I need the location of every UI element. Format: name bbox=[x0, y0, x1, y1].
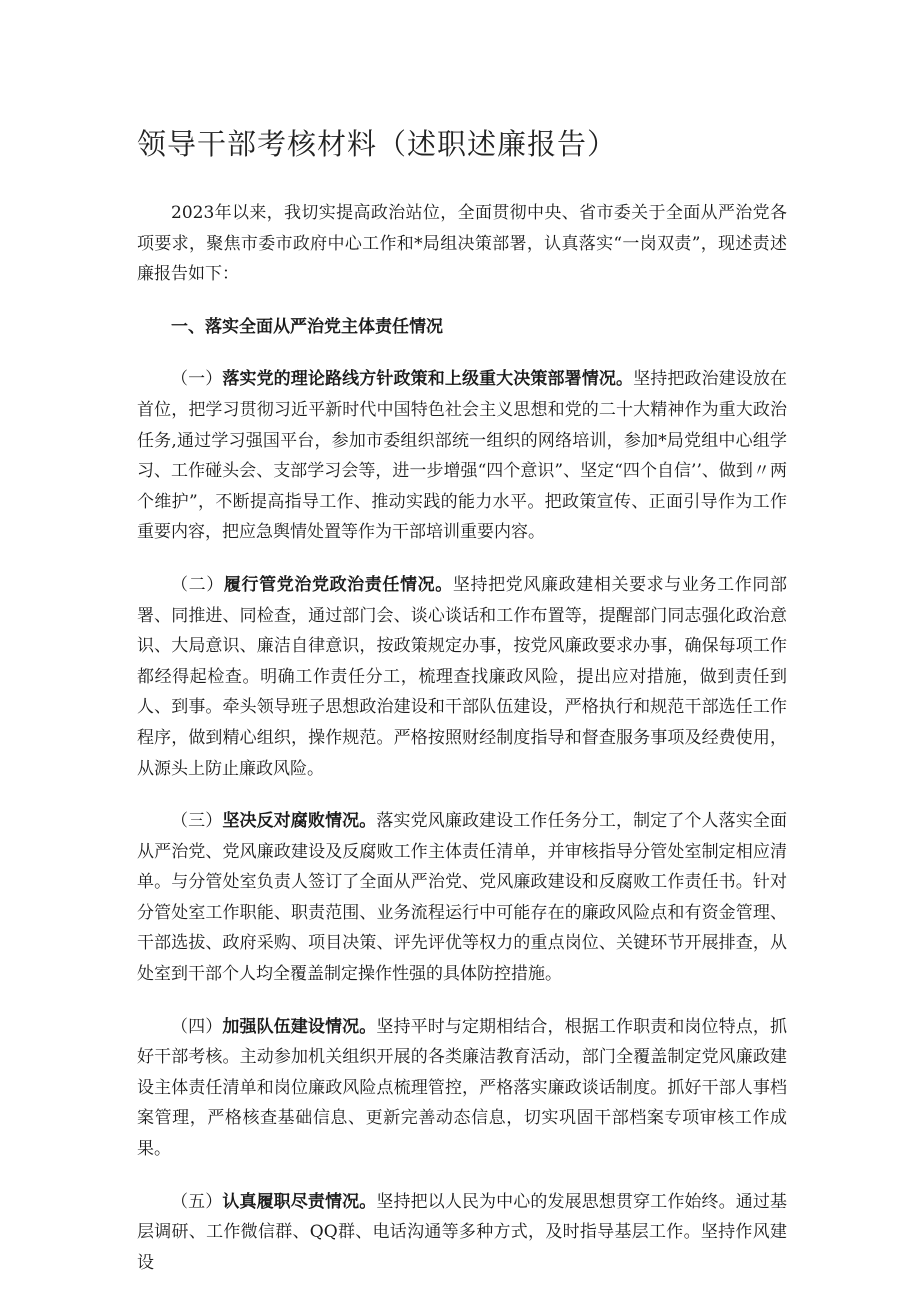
intro-paragraph: 2023年以来，我切实提高政治站位，全面贯彻中央、省市委关于全面从严治党各项要求，聚焦市委市政府中心工作和*局组决策部署，认真落实“一岗双责”，现述责述廉报告如下： bbox=[137, 203, 787, 285]
item-label: （二） bbox=[171, 574, 224, 595]
item-heading: 落实党的理论路线方针政策和上级重大决策部署情况。 bbox=[222, 369, 634, 390]
item-heading: 坚决反对腐败情况。 bbox=[222, 811, 377, 832]
item-heading: 履行管党治党政治责任情况。 bbox=[223, 574, 453, 595]
item-body: 落实党风廉政建设工作任务分工，制定了个人落实全面从严治党、党风廉政建设及反腐败工作主体责任清单，并审核指导分管处室制定相应清单。与分管处室负责人签订了全面从严治党、党风廉政建设和反腐败工作责任书。针对分管处室工作职能、职责范围、业务流程运行中可能存在的廉政风险点和有资金管理、干部选拔、政府采购、项目决策、评先评优等权力的重点岗位、关键环节开展排查，从处室到干部个人均全覆盖制定操作性强的具体防控措施。 bbox=[137, 811, 788, 985]
item-body: 坚持把以人民为中心的发展思想贯穿工作始终。通过基层调研、工作微信群、QQ群、电话沟通等多种方式，及时指导基层工作。坚持作风建设 bbox=[137, 1191, 788, 1273]
item-label: （五） bbox=[171, 1191, 223, 1212]
item-body: 坚持把政治建设放在首位，把学习贯彻习近平新时代中国特色社会主义思想和党的二十大精神作为重大政治任务,通过学习强国平台，参加市委组织部统一组织的网络培训，参加*局党组中心组学习、工作碰头会、支部学习会等，进一步增强“四个意识”、坚定“四个自信’’、做到〃两个维护”，不断提高指导工作、推动实践的能力水平。把政策宣传、正面引导作为工作重要内容，把应急舆情处置等作为干部培训重要内容。 bbox=[137, 369, 788, 543]
item-body: 坚持平时与定期相结合，根据工作职责和岗位特点，抓好干部考核。主动参加机关组织开展的各类廉洁教育活动，部门全覆盖制定党风廉政建设主体责任清单和岗位廉政风险点梳理管控，严格落实廉政谈话制度。抓好干部人事档案管理，严格核查基础信息、更新完善动态信息，切实巩固干部档案专项审核工作成果。 bbox=[137, 1016, 788, 1160]
item-label: （三） bbox=[171, 811, 223, 832]
item-label: （四） bbox=[171, 1016, 223, 1037]
section-heading: 一、落实全面从严治党主体责任情况 bbox=[171, 316, 443, 337]
item-body: 坚持把党风廉政建相关要求与业务工作同部署、同推进、同检查，通过部门会、谈心谈话和工作布置等，提醒部门同志强化政治意识、大局意识、廉洁自律意识，按政策规定办事，按党风廉政要求办事，确保每项工作都经得起检查。明确工作责任分工，梳理查找廉政风险，提出应对措施，做到责任到人、到事。牵头领导班子思想政治建设和干部队伍建设，严格执行和规范干部选任工作程序，做到精心组织，操作规范。严格按照财经制度指导和督查服务事项及经费使用，从源头上防止廉政风险。 bbox=[137, 574, 788, 779]
item-heading: 加强队伍建设情况。 bbox=[222, 1016, 377, 1037]
item-heading: 认真履职尽责情况。 bbox=[222, 1191, 377, 1212]
item-label: （一） bbox=[171, 369, 223, 390]
document-page bbox=[137, 124, 787, 1300]
item-paragraph-5 bbox=[137, 1187, 787, 1279]
item-paragraph-2 bbox=[137, 570, 787, 784]
item-paragraph-4 bbox=[137, 1012, 787, 1165]
item-paragraph-3 bbox=[137, 806, 787, 990]
item-paragraph-1 bbox=[137, 364, 787, 548]
document-title: 领导干部考核材料（述职述廉报告） bbox=[137, 127, 618, 161]
